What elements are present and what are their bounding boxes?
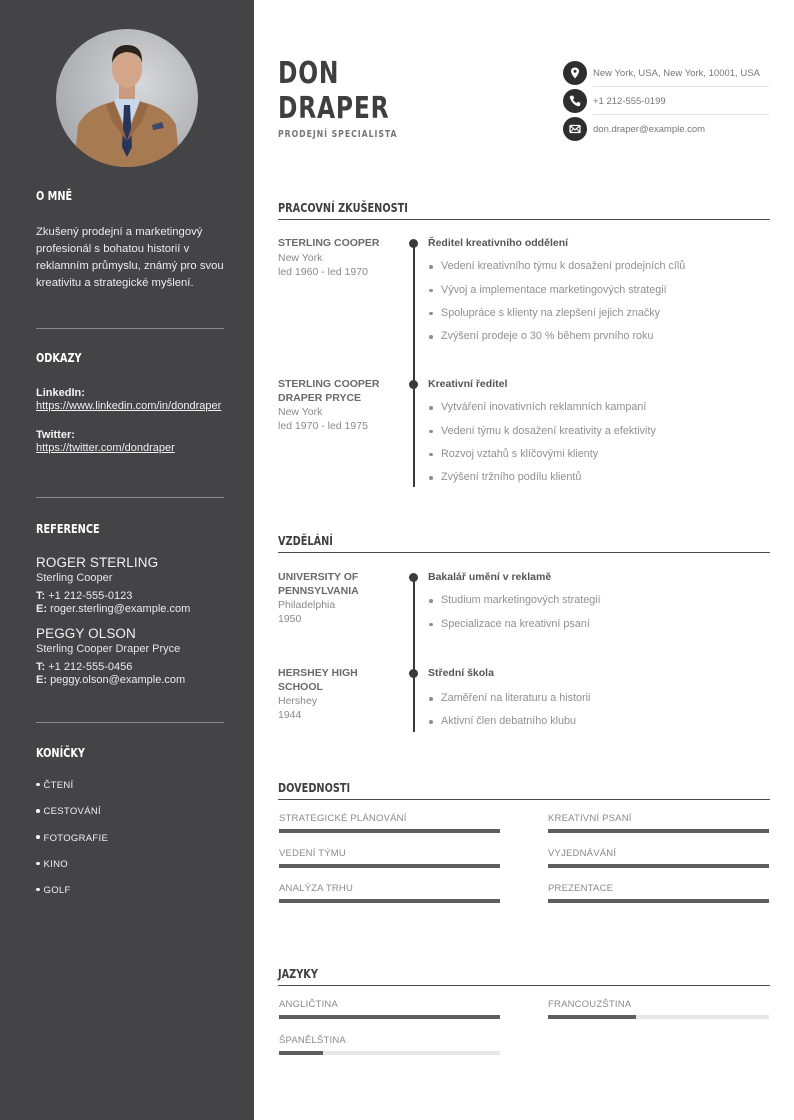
hobby-label: KINO: [43, 858, 68, 870]
skill-label: PREZENTACE: [548, 883, 614, 894]
language-item: [548, 999, 769, 1019]
reference-company: Sterling Cooper: [36, 572, 113, 584]
reference-phone: [36, 590, 224, 602]
language-level-bar: [279, 1015, 500, 1019]
location: Hershey: [278, 695, 318, 707]
entry-details: [428, 378, 770, 484]
links-section: [36, 350, 224, 456]
envelope-icon: [563, 117, 587, 141]
bullet-item: Zaměření na literaturu a historii: [428, 692, 770, 705]
bullet-item: Spolupráce s klienty na zlepšení jejich značky: [428, 307, 770, 320]
entry-meta: [278, 571, 398, 626]
role: Ředitel kreativního oddělení: [428, 237, 569, 249]
person-name: [278, 56, 389, 126]
link-item-linkedin: [36, 387, 224, 415]
language-label: ŠPANĚLŠTINA: [279, 1035, 346, 1046]
language-level-fill: [279, 1015, 500, 1019]
dates: led 1960 - led 1970: [278, 265, 368, 278]
about-heading: O MNĚ: [36, 188, 73, 203]
email-prefix: E:: [36, 603, 47, 615]
reference-item: [36, 555, 224, 615]
hobby-item: [36, 805, 224, 831]
phone-value: +1 212-555-0456: [48, 661, 133, 673]
about-text: Zkušený prodejní a marketingový profesionál s bohatou historií v reklamním průmyslu, známý pro svou kreativitu a strategické myšlení.: [36, 226, 224, 289]
languages-heading: [278, 965, 770, 986]
dates: 1950: [278, 613, 302, 625]
hobbies-list: [36, 779, 224, 910]
contact-email: [563, 115, 769, 143]
timeline-line: [413, 242, 415, 487]
role: Střední škola: [428, 667, 494, 679]
reference-company: Sterling Cooper Draper Pryce: [36, 643, 181, 655]
section-title: DOVEDNOSTI: [278, 780, 351, 795]
reference-name: ROGER STERLING: [36, 555, 159, 570]
skill-item: [548, 883, 769, 903]
skill-label: VYJEDNÁVÁNÍ: [548, 848, 617, 859]
hobby-item: [36, 884, 224, 910]
timeline-dot-icon: [409, 669, 418, 678]
phone-prefix: T:: [36, 590, 46, 602]
language-level-fill: [548, 1015, 636, 1019]
first-name: DON: [278, 56, 340, 91]
phone-text[interactable]: +1 212-555-0199: [593, 95, 666, 107]
role: Bakalář umění v reklamě: [428, 571, 552, 583]
entry-details: [428, 667, 770, 728]
hobbies-section: [36, 745, 224, 910]
portrait-illustration: [56, 29, 198, 167]
language-item: [279, 999, 500, 1019]
timeline-dot-icon: [409, 380, 418, 389]
hobby-item: [36, 858, 224, 884]
bullet-icon: [36, 862, 40, 866]
twitter-link[interactable]: https://twitter.com/dondraper: [36, 441, 175, 454]
language-item: [279, 1035, 500, 1055]
hobby-item: [36, 832, 224, 858]
reference-phone: [36, 661, 224, 673]
about-section: [36, 188, 224, 292]
skill-level-fill: [279, 899, 500, 903]
entry-details: [428, 571, 770, 631]
email-prefix: E:: [36, 674, 47, 686]
organization: UNIVERSITY OF PENNSYLVANIA: [278, 571, 359, 597]
dates: 1944: [278, 709, 302, 721]
hobby-label: FOTOGRAFIE: [43, 832, 109, 844]
reference-item: [36, 626, 224, 686]
bullet-item: Vývoj a implementace marketingových strategií: [428, 284, 770, 297]
language-level-bar: [548, 1015, 769, 1019]
contact-address: [563, 59, 769, 87]
bullet-item: Aktivní člen debatního klubu: [428, 715, 770, 728]
location: New York: [278, 406, 323, 418]
skill-level-bar: [279, 864, 500, 868]
timeline-line: [413, 576, 415, 732]
dates: led 1970 - led 1975: [278, 420, 368, 432]
language-label: FRANCOUZŠTINA: [548, 999, 632, 1010]
link-label: LinkedIn:: [36, 387, 85, 399]
linkedin-link[interactable]: https://www.linkedin.com/in/dondraper: [36, 400, 222, 412]
language-level-bar: [279, 1051, 500, 1055]
entry-meta: [278, 378, 398, 433]
hobby-item: [36, 779, 224, 805]
location: Philadelphia: [278, 599, 336, 611]
profile-photo: [56, 29, 198, 167]
address-text: New York, USA, New York, 10001, USA: [593, 67, 760, 79]
skill-item: [548, 813, 769, 833]
links-heading: ODKAZY: [36, 350, 82, 365]
section-title: JAZYKY: [278, 966, 318, 981]
role: Kreativní ředitel: [428, 378, 508, 390]
hobby-label: CESTOVÁNÍ: [43, 806, 101, 818]
hobby-label: GOLF: [43, 885, 71, 897]
education-heading: [278, 532, 770, 553]
entry-details: [428, 237, 770, 343]
skill-level-bar: [548, 829, 769, 833]
email-value: peggy.olson@example.com: [50, 674, 186, 686]
location: New York: [278, 251, 323, 264]
skill-level-fill: [279, 829, 500, 833]
timeline-dot-icon: [409, 239, 418, 248]
experience-heading: [278, 199, 770, 220]
bullet-item: Specializace na kreativní psaní: [428, 618, 770, 631]
organization: STERLING COOPER DRAPER PRYCE: [278, 378, 380, 404]
references-heading: REFERENCE: [36, 521, 100, 536]
language-level-fill: [279, 1051, 323, 1055]
bullet-icon: [36, 888, 40, 892]
reference-email: [36, 603, 224, 615]
hobbies-heading: KONÍČKY: [36, 745, 85, 760]
skill-label: STRATEGICKÉ PLÁNOVÁNÍ: [279, 813, 407, 824]
entry-meta: [278, 667, 398, 722]
skill-level-fill: [548, 829, 769, 833]
skill-level-fill: [548, 899, 769, 903]
bullet-item: Vedení týmu k dosažení kreativity a efektivity: [428, 425, 770, 438]
skill-label: KREATIVNÍ PSANÍ: [548, 813, 632, 824]
bullet-icon: [36, 783, 40, 787]
phone-icon: [563, 89, 587, 113]
skill-level-bar: [279, 899, 500, 903]
email-text[interactable]: don.draper@example.com: [593, 123, 706, 135]
language-label: ANGLIČTINA: [279, 999, 339, 1010]
section-title: PRACOVNÍ ZKUŠENOSTI: [278, 200, 408, 215]
divider: [36, 722, 224, 723]
skills-heading: [278, 779, 770, 800]
skill-item: [279, 848, 500, 868]
skill-level-bar: [548, 864, 769, 868]
link-label: Twitter:: [36, 428, 75, 441]
contact-phone: [563, 87, 769, 115]
organization: STERLING COOPER: [278, 237, 380, 249]
bullet-item: Studium marketingových strategií: [428, 594, 770, 607]
bullet-item: Vytváření inovativních reklamních kampaní: [428, 401, 770, 414]
phone-prefix: T:: [36, 661, 46, 673]
contact-list: [563, 59, 769, 143]
last-name: DRAPER: [278, 91, 390, 126]
skill-level-fill: [548, 864, 769, 868]
link-item-twitter: [36, 429, 224, 457]
references-section: [36, 521, 224, 686]
reference-name: PEGGY OLSON: [36, 626, 136, 641]
entry-meta: [278, 237, 398, 279]
skill-item: [279, 883, 500, 903]
skill-label: ANALÝZA TRHU: [279, 883, 354, 894]
skill-item: [548, 848, 769, 868]
skill-level-bar: [279, 829, 500, 833]
skill-level-bar: [548, 899, 769, 903]
section-title: VZDĚLÁNÍ: [278, 533, 333, 548]
bullet-icon: [36, 835, 40, 839]
hobby-label: ČTENÍ: [43, 780, 74, 791]
bullet-item: Zvýšení tržního podílu klientů: [428, 471, 770, 484]
bullet-icon: [36, 809, 40, 813]
timeline-dot-icon: [409, 573, 418, 582]
email-value: roger.sterling@example.com: [50, 603, 191, 615]
divider: [36, 497, 224, 498]
bullet-item: Zvýšení prodeje o 30 % během prvního roku: [428, 330, 770, 343]
location-pin-icon: [563, 61, 587, 85]
reference-email: [36, 674, 224, 686]
bullet-item: Vedení kreativního týmu k dosažení prodejních cílů: [428, 260, 770, 273]
skill-item: [279, 813, 500, 833]
skill-level-fill: [279, 864, 500, 868]
organization: HERSHEY HIGH SCHOOL: [278, 667, 358, 693]
phone-value: +1 212-555-0123: [48, 590, 133, 602]
divider: [36, 328, 224, 329]
skill-label: VEDENÍ TÝMU: [279, 848, 346, 859]
job-title: PRODEJNÍ SPECIALISTA: [278, 129, 398, 140]
sidebar: [0, 0, 254, 1120]
bullet-item: Rozvoj vztahů s klíčovými klienty: [428, 448, 770, 461]
